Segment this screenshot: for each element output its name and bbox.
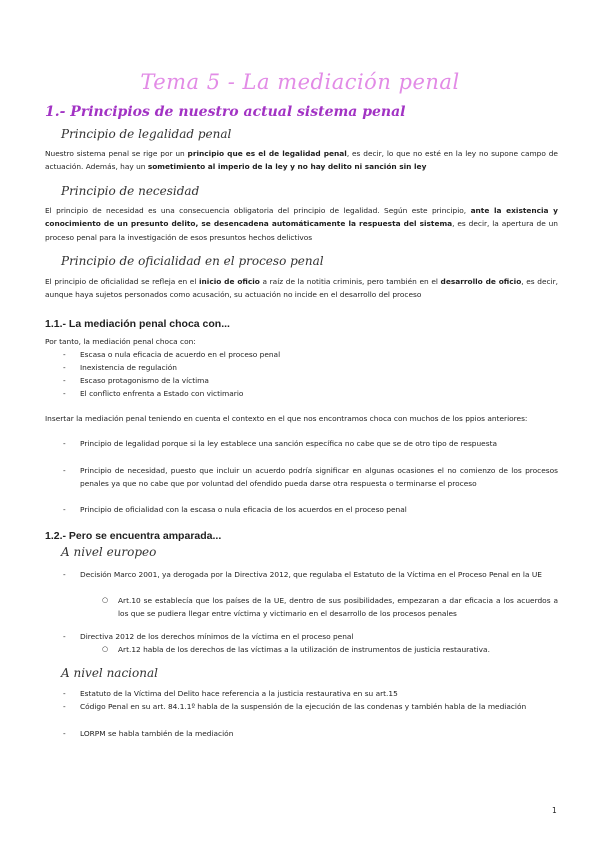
section-1-heading: 1.- Principios de nuestro actual sistema penal <box>45 104 406 120</box>
document-title: Tema 5 - La mediación penal <box>140 70 460 94</box>
bullet-dash: - <box>63 632 66 641</box>
list-item: El conflicto enfrenta a Estado con victimario <box>80 389 244 398</box>
bullet-dash: - <box>63 505 66 514</box>
nacional-subheading: A nivel nacional <box>61 666 158 680</box>
list-item: Principio de legalidad porque si la ley establece una sanción específica no cabe que se de otro tipo de respuesta <box>80 439 497 448</box>
list-item: LORPM se habla también de la mediación <box>80 729 234 738</box>
bullet-circle: ○ <box>102 596 109 604</box>
oficialidad-paragraph: El principio de oficialidad se refleja en el inicio de oficio a raíz de la notitia criminis, pero también en el desarrollo de oficio, es decir, aunque haya sujetos personados como acusación, su actuación no incide en el desarrollo del proceso <box>45 277 558 300</box>
list-item: Estatuto de la Víctima del Delito hace referencia a la justicia restaurativa en su art.15 <box>80 689 398 698</box>
section-1-1-heading: 1.1.- La mediación penal choca con... <box>45 318 230 330</box>
page-number: 1 <box>552 806 557 815</box>
bullet-dash: - <box>63 439 66 448</box>
necesidad-paragraph: El principio de necesidad es una consecuencia obligatoria del principio de legalidad. Según este principio, ante la existencia y conocimiento de un presunto delito, se desencadena automáticamente la respuesta del sistema, es decir, la apertura de un proceso penal para la investigación de esos presuntos hechos delictivos <box>45 206 558 242</box>
legalidad-paragraph: Nuestro sistema penal se rige por un principio que es el de legalidad penal, es decir, lo que no esté en la ley no supone campo de actuación. Además, hay un sometimiento al imperio de la ley y no hay delito ni sanción sin ley <box>45 149 558 172</box>
bullet-circle: ○ <box>102 645 109 653</box>
section-1-1-insert-paragraph: Insertar la mediación penal teniendo en cuenta el contexto en el que nos encontramos choca con muchos de los ppios anteriores: <box>45 414 528 423</box>
bullet-dash: - <box>63 363 66 372</box>
section-1-1-intro: Por tanto, la mediación penal choca con: <box>45 337 196 346</box>
bullet-dash: - <box>63 389 66 398</box>
list-item: Directiva 2012 de los derechos mínimos de la víctima en el proceso penal <box>80 632 354 641</box>
bullet-dash: - <box>63 466 66 475</box>
bullet-dash: - <box>63 689 66 698</box>
europeo-subheading: A nivel europeo <box>61 545 157 559</box>
list-item: Decisión Marco 2001, ya derogada por la Directiva 2012, que regulaba el Estatuto de la Víctima en el Proceso Penal en la UE <box>80 570 542 579</box>
oficialidad-subheading: Principio de oficialidad en el proceso penal <box>61 254 324 268</box>
bullet-dash: - <box>63 702 66 711</box>
list-item: Escaso protagonismo de la víctima <box>80 376 209 385</box>
legalidad-subheading: Principio de legalidad penal <box>61 127 232 141</box>
bullet-dash: - <box>63 570 66 579</box>
list-item: Escasa o nula eficacia de acuerdo en el proceso penal <box>80 350 281 359</box>
bullet-dash: - <box>63 376 66 385</box>
sub-list-item: Art.10 se establecía que los países de la UE, dentro de sus posibilidades, empezaran a dar eficacia a los acuerdos a los que se pudiera llegar entre víctima y victimario en el desarrollo de los procesos penales <box>118 596 558 619</box>
bullet-dash: - <box>63 350 66 359</box>
list-item: Inexistencia de regulación <box>80 363 177 372</box>
sub-list-item: Art.12 habla de los derechos de las víctimas a la utilización de instrumentos de justicia restaurativa. <box>118 645 490 654</box>
list-item: Código Penal en su art. 84.1.1º habla de la suspensión de la ejecución de las condenas y también habla de la mediación <box>80 702 527 711</box>
necesidad-subheading: Principio de necesidad <box>61 184 200 198</box>
section-1-2-heading: 1.2.- Pero se encuentra amparada... <box>45 530 222 542</box>
list-item: Principio de oficialidad con la escasa o nula eficacia de los acuerdos en el proceso penal <box>80 505 407 514</box>
bullet-dash: - <box>63 729 66 738</box>
list-item: Principio de necesidad, puesto que incluir un acuerdo podría significar en algunas ocasiones el no comienzo de los procesos penales ya que no cabe que por voluntad del ofendido pueda darse otra respuesta o terminarse el proceso <box>80 466 558 489</box>
